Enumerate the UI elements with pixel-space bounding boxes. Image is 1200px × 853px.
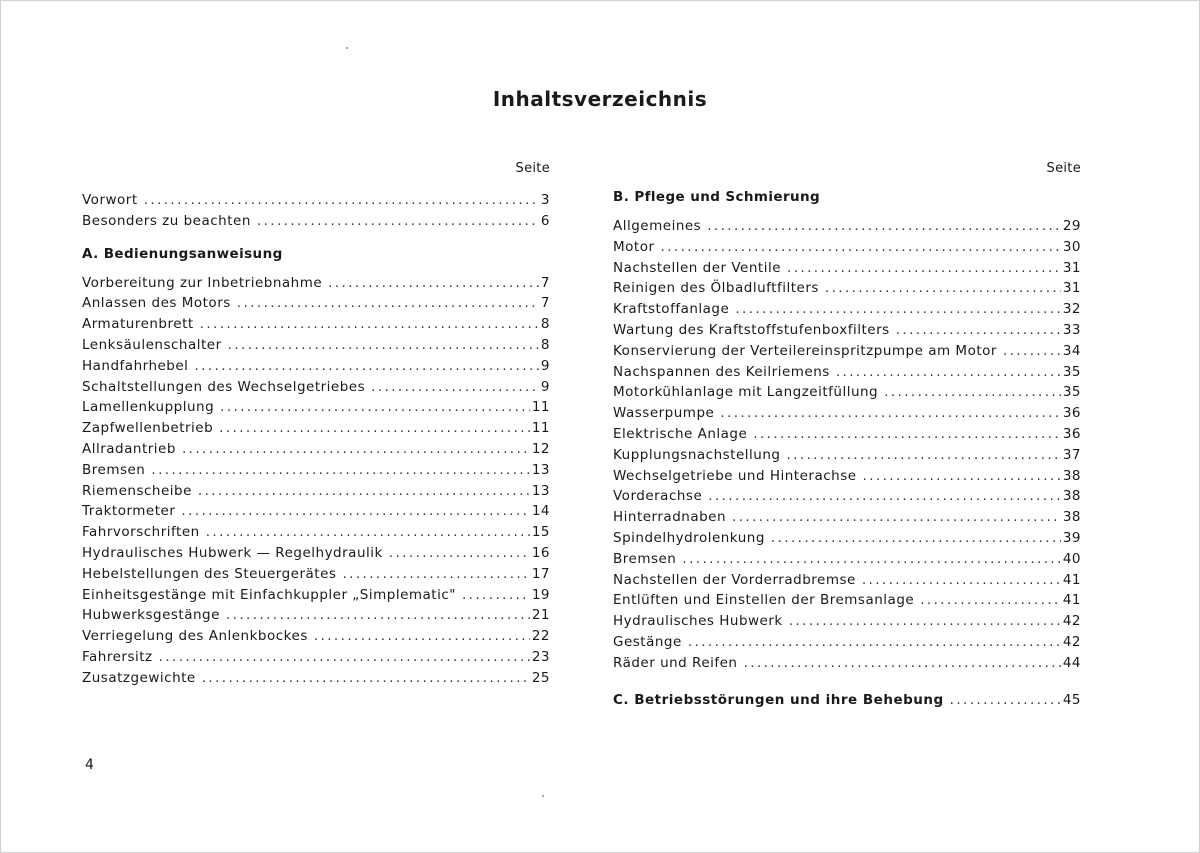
leader-dots	[744, 653, 1061, 674]
entry-page: 23	[531, 648, 550, 665]
intro-entries	[82, 190, 550, 232]
entry-page: 15	[531, 524, 550, 541]
entry-label: Räder und Reifen	[613, 654, 738, 671]
leader-dots	[182, 439, 530, 460]
toc-entry	[82, 356, 550, 377]
entry-label: Vorwort	[82, 192, 138, 208]
entry-page: 8	[540, 316, 550, 333]
entry-page: 13	[531, 461, 550, 478]
leader-dots	[708, 486, 1061, 507]
entry-label: Motor	[613, 238, 655, 255]
toc-entry	[613, 424, 1081, 445]
entry-page: 45	[1062, 691, 1081, 708]
leader-dots	[342, 564, 529, 585]
toc-entry	[82, 293, 550, 314]
section-heading-c	[613, 690, 1081, 711]
entry-page: 37	[1062, 446, 1081, 463]
seite-header: Seite	[1046, 161, 1081, 176]
paper-speck	[542, 795, 544, 797]
toc-entry	[613, 382, 1081, 403]
entry-page: 39	[1062, 529, 1081, 546]
entry-label: Entlüften und Einstellen der Bremsanlage	[613, 592, 915, 609]
toc-entry	[613, 278, 1081, 299]
entry-page: 21	[531, 607, 550, 624]
entry-page: 31	[1062, 259, 1081, 276]
leader-dots	[688, 632, 1061, 653]
toc-entry	[82, 481, 550, 502]
leader-dots	[181, 501, 529, 522]
entry-label: Hinterradnaben	[613, 509, 727, 526]
leader-dots	[202, 668, 530, 689]
entry-page: 36	[1062, 405, 1081, 422]
entry-label: Hubwerksgestänge	[82, 607, 220, 624]
toc-entry	[613, 549, 1081, 570]
entry-label: Riemenscheibe	[82, 482, 192, 499]
section-a-entries	[82, 273, 550, 689]
entry-page: 41	[1062, 571, 1081, 588]
toc-entry	[613, 486, 1081, 507]
leader-dots	[732, 507, 1061, 528]
leader-dots	[950, 690, 1061, 711]
toc-entry	[613, 528, 1081, 549]
entry-label: Gestänge	[613, 633, 682, 650]
toc-entry	[82, 501, 550, 522]
leader-dots	[462, 585, 530, 606]
toc-entry	[82, 522, 550, 543]
leader-dots	[836, 362, 1061, 383]
leader-dots	[144, 190, 539, 211]
entry-label: C. Betriebsstörungen und ihre Behebung	[613, 691, 944, 708]
entry-page: 38	[1062, 509, 1081, 526]
leader-dots	[896, 320, 1061, 341]
entry-page: 35	[1062, 384, 1081, 401]
toc-entry	[82, 626, 550, 647]
entry-label: Wasserpumpe	[613, 405, 715, 422]
entry-page: 7	[540, 274, 550, 291]
entry-label: Spindelhydrolenkung	[613, 529, 765, 546]
entry-page: 14	[531, 503, 550, 520]
entry-page: 35	[1062, 363, 1081, 380]
entry-label: Nachstellen der Vorderradbremse	[613, 571, 856, 588]
entry-label: Anlassen des Motors	[82, 295, 231, 312]
entry-label: Besonders zu beachten	[82, 212, 251, 229]
toc-entry	[613, 320, 1081, 341]
toc-entry	[82, 543, 550, 564]
seite-header: Seite	[515, 161, 550, 176]
leader-dots	[194, 356, 538, 377]
toc-entry	[613, 570, 1081, 591]
leader-dots	[682, 549, 1060, 570]
toc-entry	[613, 362, 1081, 383]
entry-label: Einheitsgestänge mit Einfachkuppler „Simplematic"	[82, 586, 456, 603]
entry-label: Schaltstellungen des Wechselgetriebes	[82, 378, 366, 395]
toc-entry	[82, 314, 550, 335]
entry-label: Zusatzgewichte	[82, 669, 196, 686]
entry-page: 17	[531, 565, 550, 582]
toc-entry	[82, 460, 550, 481]
leader-dots	[789, 611, 1061, 632]
leader-dots	[237, 293, 539, 314]
entry-label: Traktormeter	[82, 503, 176, 520]
entry-label: Hydraulisches Hubwerk	[613, 613, 783, 630]
leader-dots	[825, 278, 1061, 299]
leader-dots	[200, 314, 539, 335]
entry-page: 30	[1062, 238, 1081, 255]
toc-entry	[82, 190, 550, 211]
entry-label: Armaturenbrett	[82, 316, 194, 333]
toc-entry	[82, 585, 550, 606]
leader-dots	[787, 258, 1061, 279]
section-heading-b: B. Pflege und Schmierung	[613, 189, 821, 205]
entry-label: Elektrische Anlage	[613, 425, 748, 442]
toc-entry	[82, 273, 550, 294]
entry-label: Fahrersitz	[82, 648, 153, 665]
entry-label: Nachstellen der Ventile	[613, 259, 782, 276]
entry-label: Reinigen des Ölbadluftfilters	[613, 280, 819, 297]
toc-entry	[613, 507, 1081, 528]
entry-label: Wartung des Kraftstoffstufenboxfilters	[613, 321, 890, 338]
entry-label: Kraftstoffanlage	[613, 301, 730, 318]
leader-dots	[219, 418, 530, 439]
entry-page: 42	[1062, 613, 1081, 630]
entry-label: Vorbereitung zur Inbetriebnahme	[82, 274, 323, 291]
entry-page: 25	[531, 669, 550, 686]
leader-dots	[206, 522, 530, 543]
entry-page: 11	[531, 420, 550, 437]
toc-entry	[82, 211, 550, 232]
entry-label: Handfahrhebel	[82, 357, 189, 374]
toc-entry	[613, 653, 1081, 674]
entry-page: 40	[1062, 550, 1081, 567]
entry-label: Lenksäulenschalter	[82, 336, 222, 353]
entry-label: Konservierung der Verteilereinspritzpumpe am Motor	[613, 342, 997, 359]
entry-page: 3	[540, 192, 550, 208]
toc-entry	[613, 216, 1081, 237]
entry-page: 29	[1062, 218, 1081, 234]
entry-page: 9	[540, 378, 550, 395]
entry-page: 32	[1062, 301, 1081, 318]
entry-page: 33	[1062, 321, 1081, 338]
entry-label: Verriegelung des Anlenkbockes	[82, 628, 308, 645]
leader-dots	[228, 335, 539, 356]
page-number: 4	[85, 757, 94, 773]
leader-dots	[314, 626, 530, 647]
section-b-entries	[613, 216, 1081, 674]
entry-label: Bremsen	[613, 550, 677, 567]
entry-label: Nachspannen des Keilriemens	[613, 363, 830, 380]
toc-entry	[82, 647, 550, 668]
entry-page: 8	[540, 336, 550, 353]
entry-page: 38	[1062, 488, 1081, 505]
toc-entry	[613, 341, 1081, 362]
entry-page: 12	[531, 440, 550, 457]
entry-page: 6	[540, 212, 550, 229]
leader-dots	[328, 273, 539, 294]
toc-entry	[82, 605, 550, 626]
toc-entry	[613, 258, 1081, 279]
toc-entry	[613, 403, 1081, 424]
toc-entry	[82, 439, 550, 460]
toc-entry	[613, 611, 1081, 632]
leader-dots	[159, 647, 530, 668]
leader-dots	[707, 216, 1061, 237]
leader-dots	[1003, 341, 1061, 362]
toc-entry	[613, 466, 1081, 487]
leader-dots	[863, 466, 1061, 487]
entry-page: 22	[531, 628, 550, 645]
entry-page: 41	[1062, 592, 1081, 609]
leader-dots	[220, 397, 530, 418]
leader-dots	[862, 570, 1061, 591]
entry-label: Zapfwellenbetrieb	[82, 420, 214, 437]
leader-dots	[661, 237, 1061, 258]
entry-page: 38	[1062, 467, 1081, 484]
paper-speck	[346, 47, 348, 49]
toc-entry	[613, 299, 1081, 320]
leader-dots	[753, 424, 1061, 445]
entry-label: Lamellenkupplung	[82, 399, 215, 416]
entry-label: Hydraulisches Hubwerk — Regelhydraulik	[82, 544, 383, 561]
entry-page: 34	[1062, 342, 1081, 359]
toc-entry	[82, 418, 550, 439]
entry-page: 44	[1062, 654, 1081, 671]
toc-entry	[82, 335, 550, 356]
entry-page: 36	[1062, 425, 1081, 442]
entry-page: 9	[540, 357, 550, 374]
leader-dots	[920, 590, 1061, 611]
toc-entry	[82, 397, 550, 418]
entry-label: Allgemeines	[613, 218, 702, 234]
entry-label: Motorkühlanlage mit Langzeitfüllung	[613, 384, 879, 401]
entry-label: Vorderachse	[613, 488, 703, 505]
entry-label: Kupplungsnachstellung	[613, 446, 781, 463]
entry-page: 11	[531, 399, 550, 416]
leader-dots	[389, 543, 530, 564]
leader-dots	[771, 528, 1061, 549]
entry-label: Allradantrieb	[82, 440, 176, 457]
toc-entry	[613, 237, 1081, 258]
entry-page: 31	[1062, 280, 1081, 297]
leader-dots	[371, 377, 539, 398]
toc-entry	[82, 564, 550, 585]
toc-column-left	[82, 161, 550, 689]
entry-label: Wechselgetriebe und Hinterachse	[613, 467, 857, 484]
entry-page: 42	[1062, 633, 1081, 650]
section-heading-a: A. Bedienungsanweisung	[82, 245, 283, 262]
leader-dots	[735, 299, 1061, 320]
entry-page: 7	[540, 295, 550, 312]
toc-entry	[613, 632, 1081, 653]
leader-dots	[151, 460, 529, 481]
entry-label: Bremsen	[82, 461, 146, 478]
toc-entry	[613, 445, 1081, 466]
entry-page: 16	[531, 544, 550, 561]
leader-dots	[226, 605, 530, 626]
entry-label: Fahrvorschriften	[82, 524, 200, 541]
toc-entry	[82, 668, 550, 689]
leader-dots	[257, 211, 539, 232]
leader-dots	[884, 382, 1061, 403]
toc-column-right	[613, 161, 1081, 710]
leader-dots	[720, 403, 1060, 424]
entry-page: 13	[531, 482, 550, 499]
leader-dots	[198, 481, 530, 502]
entry-page: 19	[531, 586, 550, 603]
leader-dots	[786, 445, 1060, 466]
page-title: Inhaltsverzeichnis	[492, 87, 708, 111]
toc-entry	[82, 377, 550, 398]
entry-label: Hebelstellungen des Steuergerätes	[82, 565, 337, 582]
toc-entry	[613, 590, 1081, 611]
